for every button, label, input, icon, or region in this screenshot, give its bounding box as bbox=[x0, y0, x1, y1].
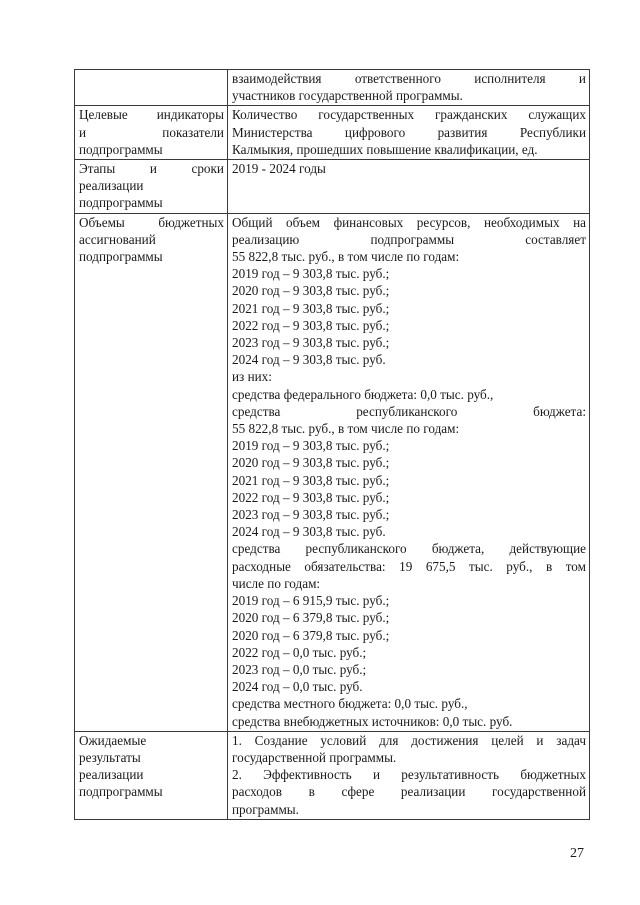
table-row-indicators bbox=[75, 106, 590, 160]
text-line: Объемы бюджетных bbox=[79, 214, 224, 230]
content-cell bbox=[228, 213, 590, 731]
text-line: Калмыкия, прошедших повышение квалификации, ед. bbox=[232, 141, 538, 157]
text-line: подпрограммы bbox=[79, 195, 163, 211]
text-line: 2024 год – 9 303,8 тыс. руб. bbox=[232, 524, 386, 540]
table-row-interaction bbox=[75, 70, 590, 106]
label-cell bbox=[75, 106, 228, 160]
text-line: из них: bbox=[232, 369, 272, 385]
text-line: 2020 год – 6 379,8 тыс. руб.; bbox=[232, 610, 390, 626]
page-number: 27 bbox=[570, 846, 584, 861]
text-line: 2019 год – 9 303,8 тыс. руб.; bbox=[232, 438, 390, 454]
text-line: 2022 год – 9 303,8 тыс. руб.; bbox=[232, 317, 390, 333]
content-cell bbox=[228, 106, 590, 160]
text-line: 2019 год – 6 915,9 тыс. руб.; bbox=[232, 593, 390, 609]
text-line: 2023 год – 9 303,8 тыс. руб.; bbox=[232, 335, 390, 351]
text-line: 2022 год – 0,0 тыс. руб.; bbox=[232, 644, 367, 660]
text-line: результаты bbox=[79, 749, 141, 765]
text-line: 2021 год – 9 303,8 тыс. руб.; bbox=[232, 472, 390, 488]
text-line: 2. Эффективность и результативность бюджетных bbox=[232, 767, 586, 783]
label-cell bbox=[75, 213, 228, 731]
text-line: 2019 год – 9 303,8 тыс. руб.; bbox=[232, 266, 390, 282]
text-line: Министерства цифрового развития Республики bbox=[232, 124, 586, 140]
text-line: средства внебюджетных источников: 0,0 тыс. руб. bbox=[232, 713, 513, 729]
content-cell bbox=[228, 70, 590, 106]
content-cell bbox=[228, 731, 590, 819]
text-line: участников государственной программы. bbox=[232, 88, 463, 104]
text-line: расходов в сфере реализации государственной bbox=[232, 784, 586, 800]
label-cell bbox=[75, 731, 228, 819]
text-line: государственной программы. bbox=[232, 749, 397, 765]
text-line: средства республиканского бюджета: bbox=[232, 403, 586, 419]
text-line: реализации bbox=[79, 178, 144, 194]
text-line: 2022 год – 9 303,8 тыс. руб.; bbox=[232, 489, 390, 505]
text-line: реализации bbox=[79, 767, 144, 783]
text-line: расходные обязательства: 19 675,5 тыс. руб., в том bbox=[232, 558, 586, 574]
text-line: Общий объем финансовых ресурсов, необходимых на bbox=[232, 214, 586, 230]
text-line: взаимодействия ответственного исполнителя и bbox=[232, 71, 586, 86]
text-line: ассигнований bbox=[79, 231, 156, 247]
subprogram-passport-table bbox=[74, 69, 590, 820]
text-line: 2024 год – 9 303,8 тыс. руб. bbox=[232, 352, 386, 368]
text-line: Количество государственных гражданских служащих bbox=[232, 107, 586, 123]
text-line: 2023 год – 0,0 тыс. руб.; bbox=[232, 661, 367, 677]
table-row-budget bbox=[75, 213, 590, 731]
text-line: 1. Создание условий для достижения целей и задач bbox=[232, 732, 586, 748]
text-line: средства республиканского бюджета, действующие bbox=[232, 541, 586, 557]
text-line: 2020 год – 9 303,8 тыс. руб.; bbox=[232, 283, 390, 299]
table-row-expected-results bbox=[75, 731, 590, 819]
text-line: 2019 - 2024 годы bbox=[232, 161, 326, 177]
text-line: подпрограммы bbox=[79, 784, 163, 800]
text-line: подпрограммы bbox=[79, 141, 163, 157]
content-cell bbox=[228, 160, 590, 214]
text-line: 55 822,8 тыс. руб., в том числе по годам: bbox=[232, 249, 460, 265]
text-line: 2020 год – 9 303,8 тыс. руб.; bbox=[232, 455, 390, 471]
text-line: программы. bbox=[232, 801, 299, 817]
text-line: 2020 год – 6 379,8 тыс. руб.; bbox=[232, 627, 390, 643]
text-line: средства федерального бюджета: 0,0 тыс. руб., bbox=[232, 386, 494, 402]
text-line: 2023 год – 9 303,8 тыс. руб.; bbox=[232, 507, 390, 523]
text-line: подпрограммы bbox=[79, 249, 163, 265]
text-line: Ожидаемые bbox=[79, 732, 147, 748]
text-line: и показатели bbox=[79, 124, 224, 140]
text-line: 2024 год – 0,0 тыс. руб. bbox=[232, 679, 363, 695]
text-line: Этапы и сроки bbox=[79, 161, 224, 177]
table-row-stages bbox=[75, 160, 590, 214]
label-cell bbox=[75, 70, 228, 106]
text-line: 55 822,8 тыс. руб., в том числе по годам: bbox=[232, 421, 460, 437]
text-line: средства местного бюджета: 0,0 тыс. руб., bbox=[232, 696, 468, 712]
label-cell bbox=[75, 160, 228, 214]
text-line: реализацию подпрограммы составляет bbox=[232, 231, 586, 247]
text-line: числе по годам: bbox=[232, 575, 321, 591]
text-line: Целевые индикаторы bbox=[79, 107, 224, 123]
text-line: 2021 год – 9 303,8 тыс. руб.; bbox=[232, 300, 390, 316]
